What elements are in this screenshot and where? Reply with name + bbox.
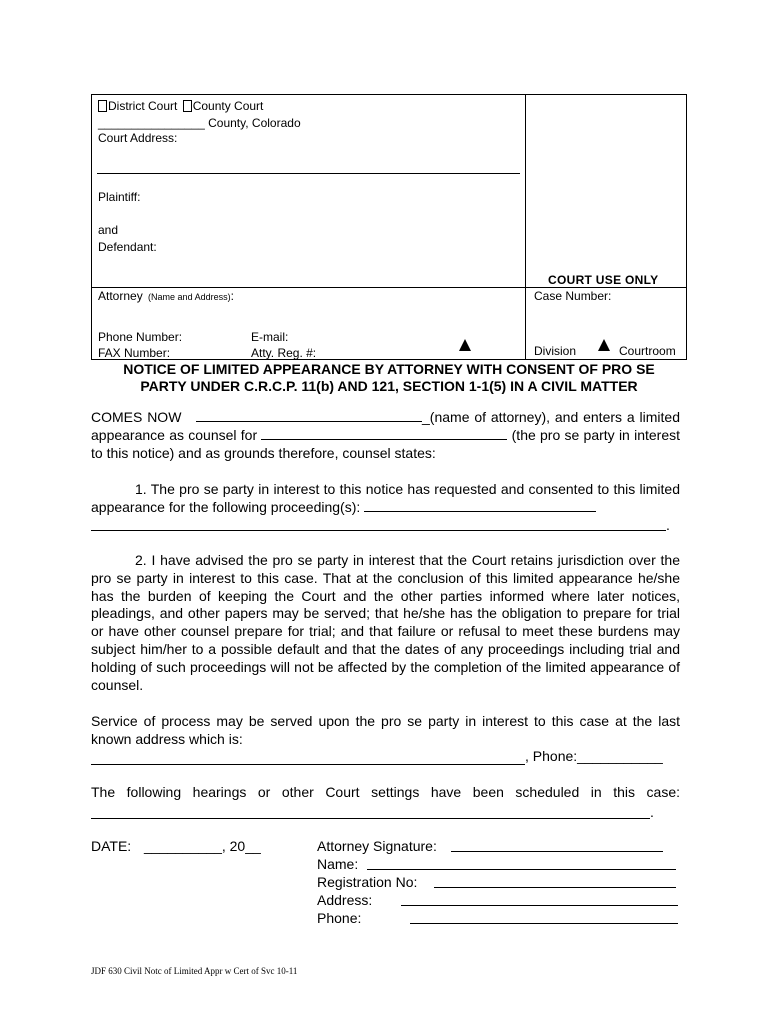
date-blank[interactable]: __________, 20__: [144, 838, 261, 854]
email-label: E-mail:: [251, 330, 289, 344]
county-court-label: County Court: [192, 99, 264, 113]
plaintiff-label: Plaintiff:: [98, 190, 141, 204]
defendant-label: Defendant:: [98, 240, 157, 254]
attorney-label: Attorney: [98, 289, 143, 303]
registration-label: Registration No:: [317, 874, 418, 890]
caption-divider-vertical: [525, 94, 526, 360]
division-label: Division: [534, 344, 577, 358]
proceedings-period: .: [666, 517, 670, 533]
court-address-line[interactable]: [97, 173, 520, 174]
pro-se-party-text: (the pro se party in interest to this notice) and as grounds therefore, counsel states:: [91, 426, 681, 461]
paragraph-service: Service of process may be served upon the pro se party in interest to this case at the last known address which is:: [91, 713, 680, 747]
hearings-blank-line[interactable]: [91, 818, 650, 819]
county-court-checkbox[interactable]: [183, 100, 192, 112]
paragraph-2: 2. I have advised the pro se party in interest that the Court retains jurisdiction over the pro se party in interest to this case. That at the conclusion of this limited appearance he/she has the burden of keeping the Court and the other parties informed where later notices, pleadings, and other papers may be served; that he/she has the obligation to prepare for trial or have other counsel prepare for trial; and that failure or refusal to meet these burdens may subject him/her to a possible default and that the dates of any proceedings including trial and holding of such proceedings will not be affected by the completion of the limited appearance of counsel.: [91, 552, 680, 693]
name-label: Name:: [317, 856, 359, 872]
case-number-label: Case Number:: [534, 289, 612, 303]
phone-label: Phone:: [317, 910, 362, 926]
registration-line[interactable]: [434, 887, 676, 888]
caption-box: [91, 94, 687, 360]
title-line-2: PARTY UNDER C.R.C.P. 11(b) AND 121, SECTION 1-1(5) IN A CIVIL MATTER: [140, 378, 638, 394]
triangle-up-icon: [598, 339, 610, 351]
name-of-attorney-text: _(name of attorney), and enters a limited appearance as counsel for: [91, 409, 680, 443]
and-label: and: [98, 223, 119, 237]
comes-now-text: COMES NOW: [91, 409, 182, 425]
address-blank-line[interactable]: [91, 764, 525, 765]
courtroom-label: Courtroom: [619, 344, 676, 358]
name-line[interactable]: [367, 869, 676, 870]
triangle-up-icon: [459, 339, 471, 351]
paragraph-1-text: 1. The pro se party in interest to this notice has requested and consented to this limited appearance for the following proceeding(s):: [91, 481, 680, 515]
attorney-row: [98, 289, 234, 304]
title-line-1: NOTICE OF LIMITED APPEARANCE BY ATTORNEY WITH CONSENT OF PRO SE: [123, 361, 655, 377]
attorney-name-blank[interactable]: [196, 409, 422, 422]
court-use-only-label: COURT USE ONLY: [548, 273, 659, 287]
attorney-sublabel: (Name and Address): [148, 292, 231, 302]
paragraph-hearings: The following hearings or other Court settings have been scheduled in this case:: [91, 784, 680, 800]
caption-divider-horizontal: [91, 287, 687, 288]
phone-number-label: Phone Number:: [98, 330, 183, 344]
phone-line[interactable]: [410, 923, 678, 924]
form-footer: JDF 630 Civil Notc of Limited Appr w Cert of Svc 10-11: [91, 966, 298, 976]
hearings-period: .: [650, 804, 654, 820]
notice-title: [91, 361, 687, 395]
address-label: Address:: [317, 892, 373, 908]
paragraph-1: [91, 481, 680, 517]
service-phone-label: , Phone:___________: [525, 748, 663, 764]
district-court-label: District Court: [108, 99, 178, 113]
county-line: ________________ County, Colorado: [98, 116, 301, 130]
court-address-label: Court Address:: [98, 131, 178, 145]
attorney-colon: :: [230, 289, 234, 303]
attorney-signature-label: Attorney Signature:: [317, 838, 437, 854]
court-type-row: [98, 99, 263, 113]
attorney-signature-line[interactable]: [451, 851, 663, 852]
address-line[interactable]: [401, 905, 678, 906]
atty-reg-label: Atty. Reg. #:: [251, 346, 317, 360]
proceedings-blank[interactable]: [364, 499, 596, 512]
paragraph-comes-now: [91, 409, 680, 462]
district-court-checkbox[interactable]: [98, 100, 107, 112]
proceedings-blank-line-2[interactable]: [91, 530, 666, 531]
pro-se-party-blank[interactable]: [261, 427, 507, 440]
fax-number-label: FAX Number:: [98, 346, 171, 360]
date-label: DATE:: [91, 838, 132, 854]
